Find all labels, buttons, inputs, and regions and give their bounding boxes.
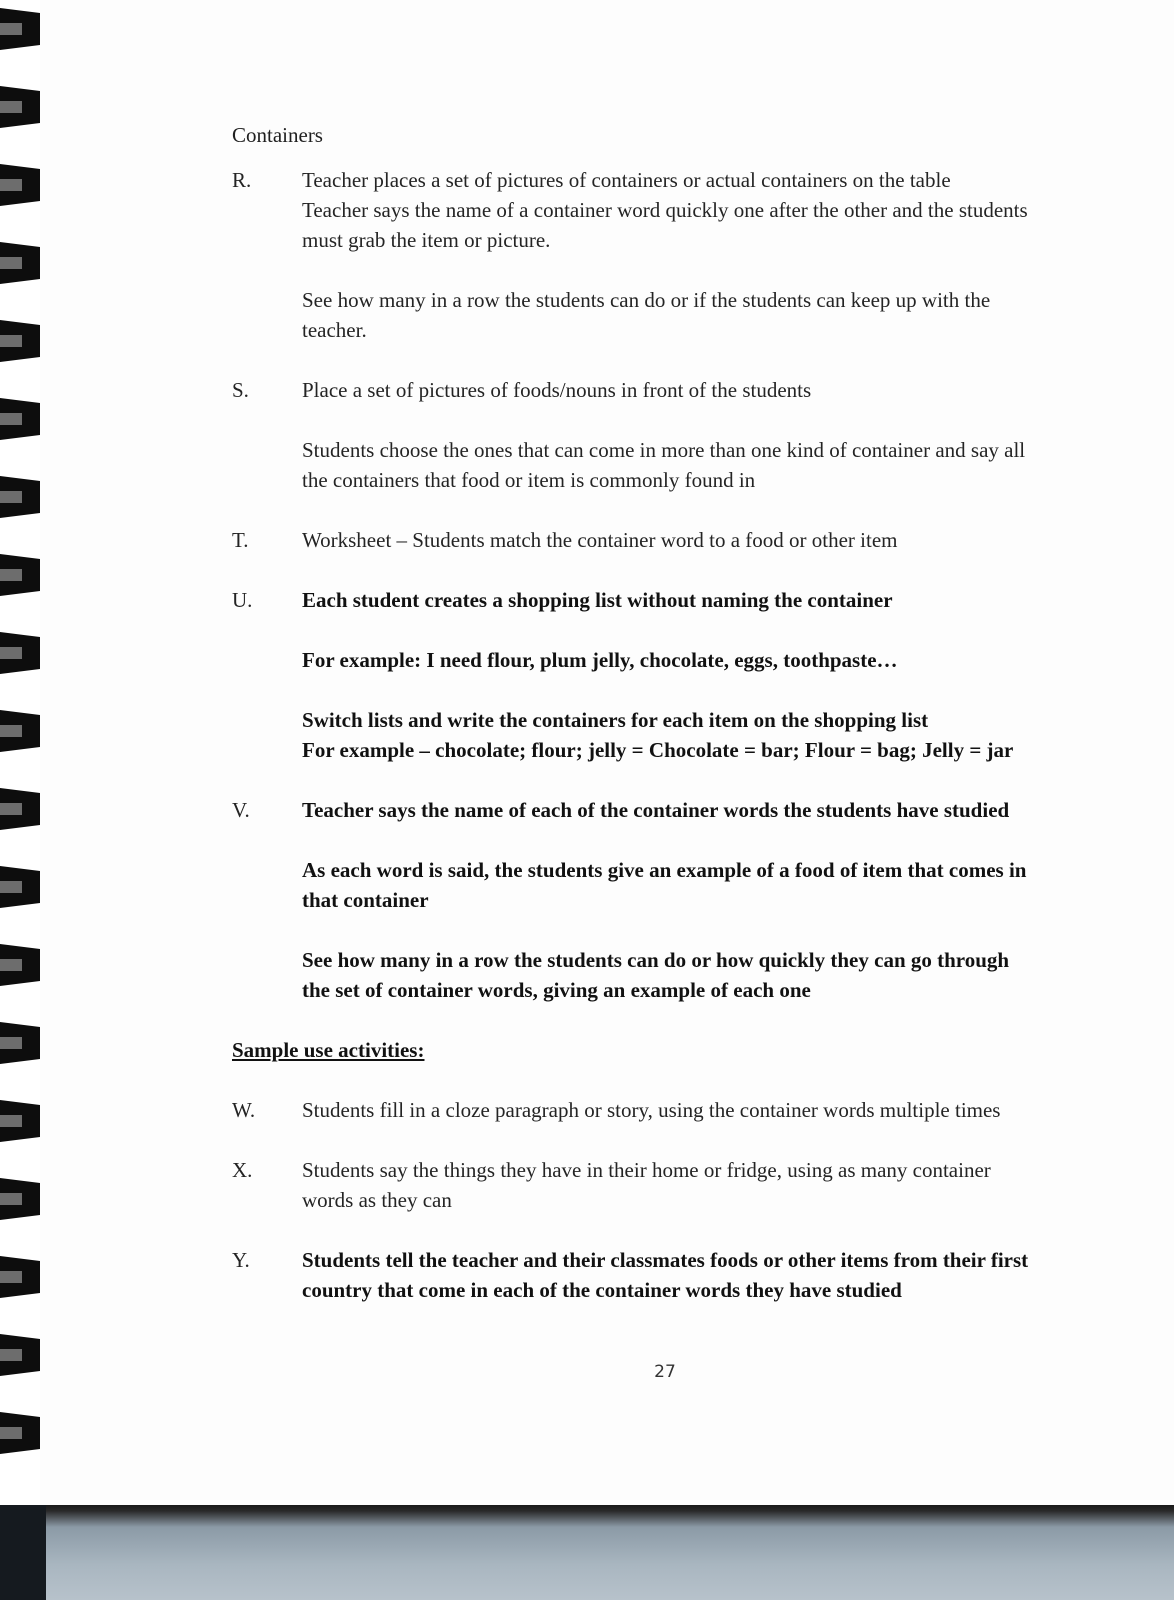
item-u-line-3: Switch lists and write the containers for each item on the shopping list [302,708,929,732]
item-r-line-2: Teacher says the name of a container word quickly one after the other and the students [302,198,1028,222]
section-heading: Sample use activities: [232,1038,425,1062]
item-s-line-1: Place a set of pictures of foods/nouns in front of the students [302,378,812,402]
item-v-line-5: the set of container words, giving an example of each one [302,978,811,1002]
item-letter-r: R. [232,168,252,192]
item-v-line-3: that container [302,888,429,912]
item-s-line-3: the containers that food or item is commonly found in [302,468,756,492]
item-x-line-1: Students say the things they have in their home or fridge, using as many container [302,1158,991,1182]
item-r-line-5: teacher. [302,318,367,342]
item-u-line-2: For example: I need flour, plum jelly, chocolate, eggs, toothpaste… [302,648,898,672]
scanner-background [0,1505,1174,1600]
item-t-line-1: Worksheet – Students match the container word to a food or other item [302,528,898,552]
item-letter-s: S. [232,378,249,402]
item-s-line-2: Students choose the ones that can come in more than one kind of container and say all [302,438,1026,462]
item-y-line-2: country that come in each of the container words they have studied [302,1278,902,1302]
item-v-line-4: See how many in a row the students can do or how quickly they can go through [302,948,1010,972]
item-v-line-2: As each word is said, the students give an example of a food of item that comes in [302,858,1027,882]
item-w-line-1: Students fill in a cloze paragraph or story, using the container words multiple times [302,1098,1001,1122]
item-r-line-1: Teacher places a set of pictures of containers or actual containers on the table [302,168,951,192]
item-u-line-4: For example – chocolate; flour; jelly = Chocolate = bar; Flour = bag; Jelly = jar [302,738,1014,762]
item-letter-v: V. [232,798,250,822]
item-v-line-1: Teacher says the name of each of the container words the students have studied [302,798,1010,822]
item-letter-x: X. [232,1158,253,1182]
item-letter-t: T. [232,528,249,552]
item-r-line-4: See how many in a row the students can do or if the students can keep up with the [302,288,991,312]
page-number: 27 [654,1362,676,1382]
item-letter-y: Y. [232,1248,250,1272]
item-x-line-2: words as they can [302,1188,452,1212]
item-y-line-1: Students tell the teacher and their classmates foods or other items from their first [302,1248,1029,1272]
page-heading: Containers [232,123,323,147]
scanner-edge [0,1505,46,1600]
item-u-line-1: Each student creates a shopping list without naming the container [302,588,893,612]
item-r-line-3: must grab the item or picture. [302,228,551,252]
item-letter-u: U. [232,588,253,612]
item-letter-w: W. [232,1098,256,1122]
